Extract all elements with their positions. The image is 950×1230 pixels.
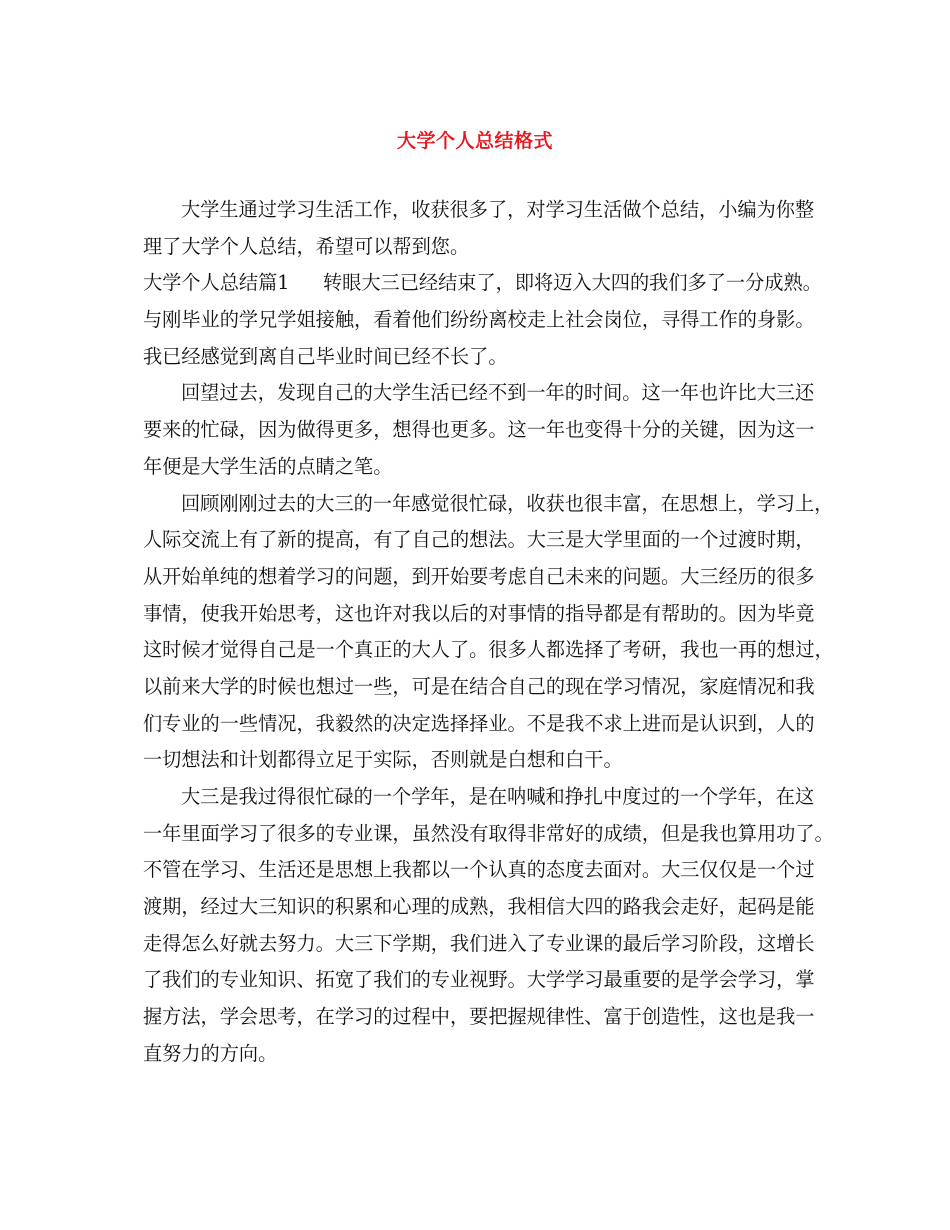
text-line: 握方法，学会思考，在学习的过程中，要把握规律性、富于创造性，这也是我一: [143, 1005, 815, 1029]
section-heading-label: 大学个人总结篇1: [143, 271, 290, 295]
text-line: 大学生通过学习生活工作，收获很多了，对学习生活做个总结，小编为你整: [181, 198, 815, 221]
text-line: 理了大学个人总结，希望可以帮到您。: [143, 234, 470, 258]
text-line: 大三是我过得很忙碌的一个学年，是在呐喊和挣扎中度过的一个学年，在这: [181, 785, 815, 808]
text-line: 这时候才觉得自己是一个真正的大人了。很多人都选择了考研，我也一再的想过，: [143, 638, 834, 662]
text-line: 一年里面学习了很多的专业课，虽然没有取得非常好的成绩，但是我也算用功了。: [143, 821, 834, 845]
text-line: 直努力的方向。: [143, 1041, 278, 1065]
text-line: 人际交流上有了新的提高，有了自己的想法。大三是大学里面的一个过渡时期，: [143, 528, 815, 552]
text-line: 回望过去，发现自己的大学生活已经不到一年的时间。这一年也许比大三还: [181, 381, 815, 405]
text-line: 不管在学习、生活还是思想上我都以一个认真的态度去面对。大三仅仅是一个过: [143, 858, 815, 882]
text-line: 年便是大学生活的点睛之笔。: [143, 454, 393, 478]
text-line: 要来的忙碌，因为做得更多，想得也更多。这一年也变得十分的关键，因为这一: [143, 418, 815, 442]
text-line-content: 转眼大三已经结束了，即将迈入大四的我们多了一分成熟。: [323, 271, 822, 295]
text-line: 走得怎么好就去努力。大三下学期，我们进入了专业课的最后学习阶段，这增长: [143, 931, 815, 955]
document-body: [143, 192, 834, 1073]
text-line: 们专业的一些情况，我毅然的决定选择择业。不是我不求上进而是认识到，人的: [143, 711, 815, 735]
text-line: 以前来大学的时候也想过一些，可是在结合自己的现在学习情况，家庭情况和我: [143, 674, 815, 698]
text-line: 与刚毕业的学兄学姐接触，看着他们纷纷离校走上社会岗位，寻得工作的身影。: [143, 308, 815, 332]
text-line: 事情，使我开始思考，这也许对我以后的对事情的指导都是有帮助的。因为毕竟: [143, 601, 815, 625]
text-line: 了我们的专业知识、拓宽了我们的专业视野。大学学习最重要的是学会学习，掌: [143, 968, 815, 992]
text-line: 一切想法和计划都得立足于实际，否则就是白想和白干。: [143, 748, 623, 772]
text-line: 我已经感觉到离自己毕业时间已经不长了。: [143, 344, 508, 368]
text-line: 回顾刚刚过去的大三的一年感觉很忙碌，收获也很丰富，在思想上，学习上，: [181, 491, 834, 515]
text-line: 从开始单纯的想着学习的问题，到开始要考虑自己未来的问题。大三经历的很多: [143, 564, 815, 588]
text-line: 渡期，经过大三知识的积累和心理的成熟，我相信大四的路我会走好，起码是能: [143, 895, 815, 919]
text-line-with-heading: [143, 265, 822, 302]
document-title: 大学个人总结格式: [396, 130, 553, 152]
